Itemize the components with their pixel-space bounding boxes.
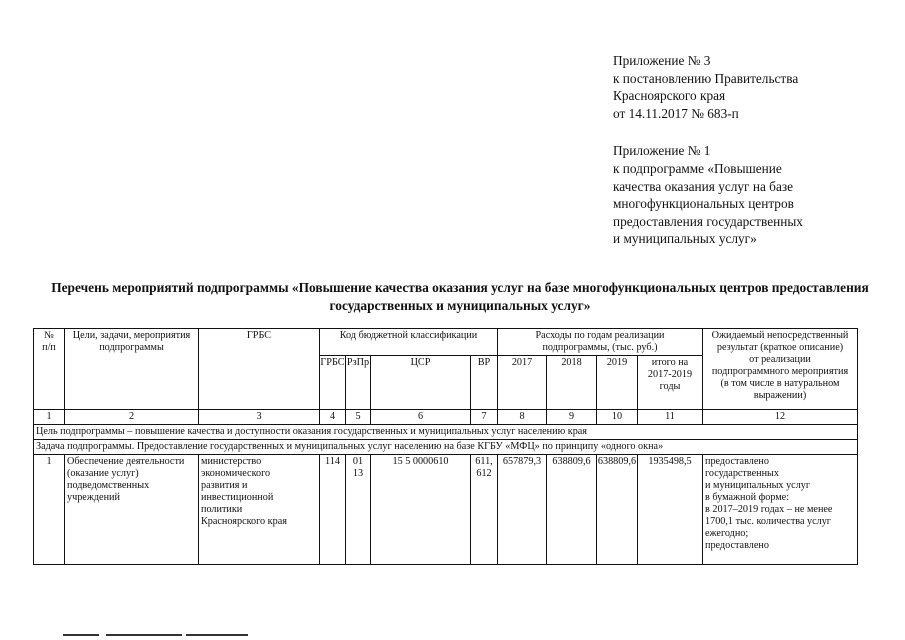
task-text: Задача подпрограммы. Предоставление государственных и муниципальных услуг населению на базе КГБУ «МФЦ» по принципу «одного окна» <box>34 440 858 455</box>
row-result: предоставлено государственных и муниципальных услуг в бумажной форме: в 2017–2019 годах – не менее 1700,1 тыс. количества услуг ежегодно; предоставлено <box>703 455 858 565</box>
row-2018: 638809,6 <box>547 455 597 565</box>
col-number: 7 <box>471 410 498 425</box>
header-2019: 2019 <box>597 356 638 410</box>
goal-row <box>34 425 858 440</box>
goal-text: Цель подпрограммы – повышение качества и доступности оказания государственных и муниципальных услуг населению края <box>34 425 858 440</box>
activities-table <box>33 328 858 565</box>
row-2019: 638809,6 <box>597 455 638 565</box>
header-expected-result: Ожидаемый непосредственный результат (краткое описание) от реализации подпрограммного мероприятия (в том числе в натуральном выражении) <box>703 329 858 410</box>
col-number: 1 <box>34 410 65 425</box>
row-total: 1935498,5 <box>638 455 703 565</box>
row-vr: 611, 612 <box>471 455 498 565</box>
row-grbs-name: министерство экономического развития и инвестиционной политики Красноярского края <box>199 455 320 565</box>
header-grbs-code: ГРБС <box>320 356 346 410</box>
appendix-1-text: Приложение № 1 к подпрограмме «Повышение качества оказания услуг на базе многофункциональных центров предоставления государственных и муниципальных услуг» <box>613 143 803 247</box>
header-rzpr: РзПр <box>346 356 371 410</box>
table-row <box>34 455 858 565</box>
task-row <box>34 440 858 455</box>
header-csr: ЦСР <box>371 356 471 410</box>
col-number: 9 <box>547 410 597 425</box>
document-title: Перечень мероприятий подпрограммы «Повышение качества оказания услуг на базе многофункциональных центров предоставления государственных и муниципальных услуг» <box>51 280 869 313</box>
header-2017: 2017 <box>498 356 547 410</box>
row-grbs-code: 114 <box>320 455 346 565</box>
header-2018: 2018 <box>547 356 597 410</box>
header-row-1 <box>34 329 858 356</box>
footer-rule <box>186 634 248 636</box>
col-number: 12 <box>703 410 858 425</box>
col-number: 3 <box>199 410 320 425</box>
header-vr: ВР <box>471 356 498 410</box>
row-activity: Обеспечение деятельности (оказание услуг) подведомственных учреждений <box>65 455 199 565</box>
col-number: 11 <box>638 410 703 425</box>
header-goals: Цели, задачи, мероприятия подпрограммы <box>65 329 199 410</box>
appendix-header <box>613 52 803 248</box>
col-number: 6 <box>371 410 471 425</box>
header-grbs: ГРБС <box>199 329 320 410</box>
column-numbers-row <box>34 410 858 425</box>
row-2017: 657879,3 <box>498 455 547 565</box>
row-csr: 15 5 0000610 <box>371 455 471 565</box>
footer-rule <box>63 634 99 636</box>
row-rzpr: 01 13 <box>346 455 371 565</box>
header-num: № п/п <box>34 329 65 410</box>
header-total: итого на 2017-2019 годы <box>638 356 703 410</box>
col-number: 4 <box>320 410 346 425</box>
col-number: 2 <box>65 410 199 425</box>
col-number: 10 <box>597 410 638 425</box>
appendix-3-text: Приложение № 3 к постановлению Правительства Красноярского края от 14.11.2017 № 683-п <box>613 53 799 121</box>
row-num: 1 <box>34 455 65 565</box>
footer-rule <box>106 634 182 636</box>
col-number: 5 <box>346 410 371 425</box>
header-budget-code: Код бюджетной классификации <box>320 329 498 356</box>
header-expenses: Расходы по годам реализации подпрограммы, (тыс. руб.) <box>498 329 703 356</box>
col-number: 8 <box>498 410 547 425</box>
